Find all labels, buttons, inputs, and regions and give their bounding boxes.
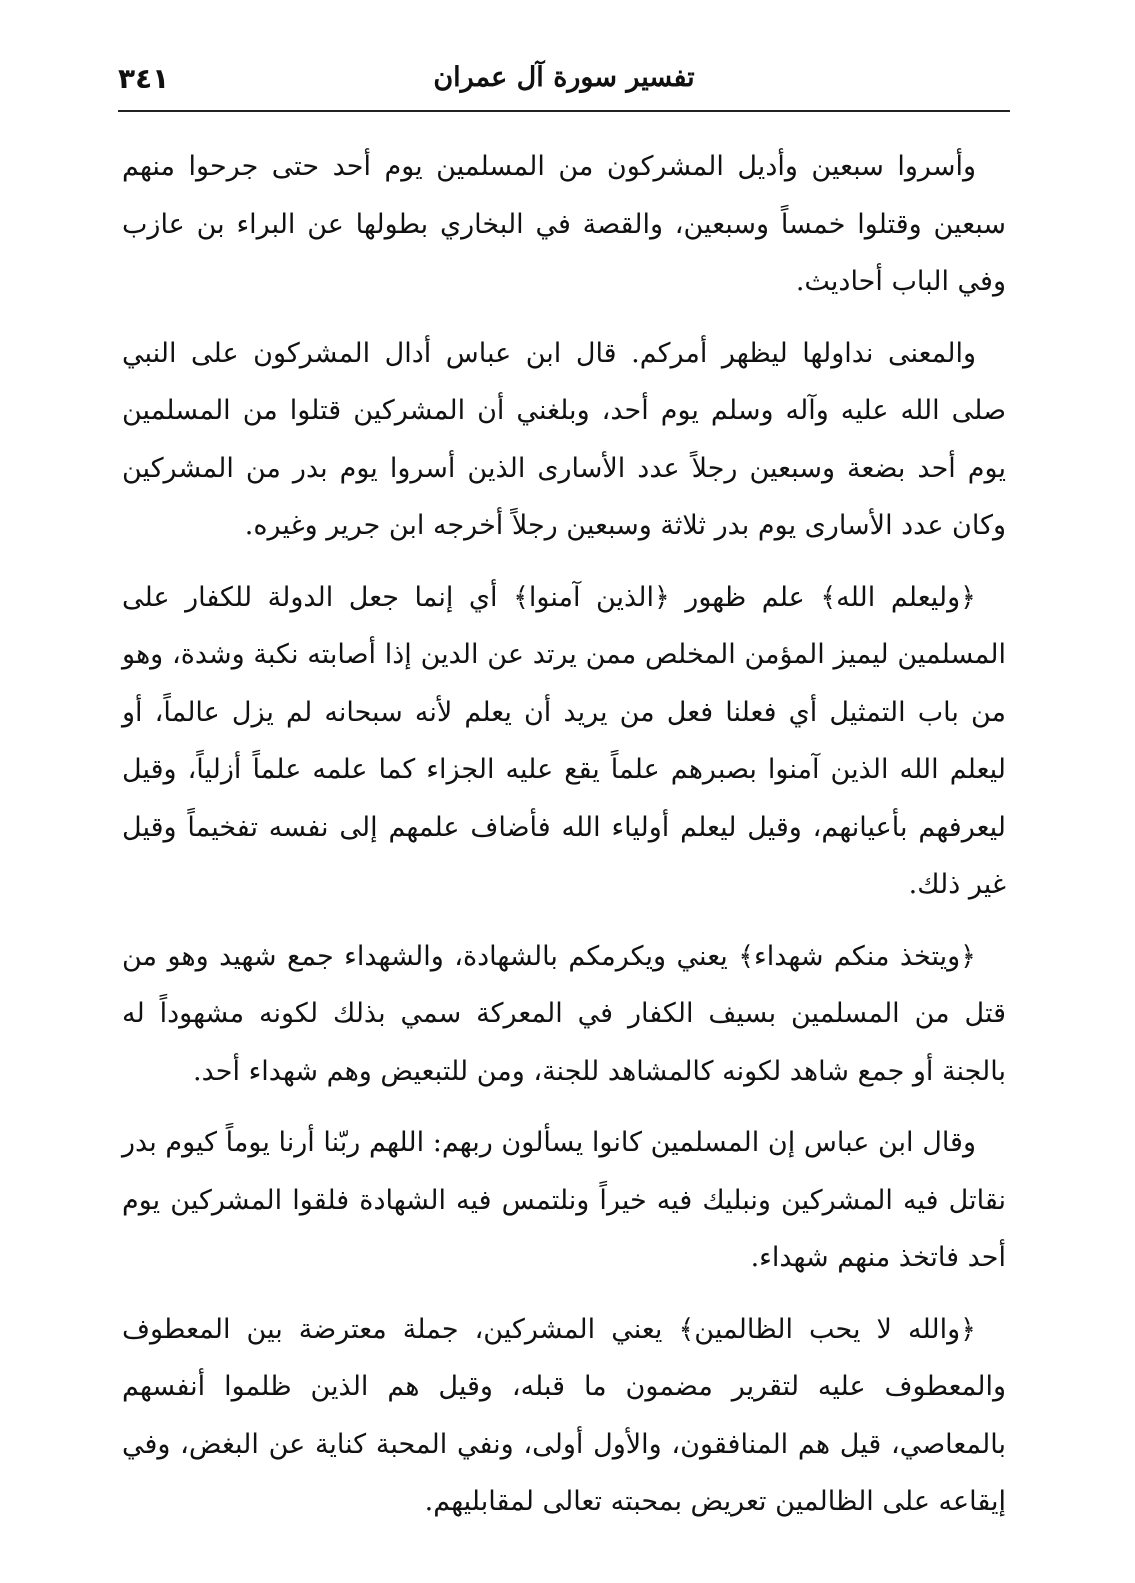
paragraph-1: وأسروا سبعين وأديل المشركون من المسلمين يوم أحد حتى جرحوا منهم سبعين وقتلوا خمساً وسبعين، والقصة في البخاري بطولها عن البراء بن عازب وفي الباب أحاديث. [122,151,1006,297]
paragraph-2: والمعنى نداولها ليظهر أمركم. قال ابن عباس أدال المشركون على النبي صلى الله عليه وآله وسلم يوم أحد، وبلغني أن المشركين قتلوا من المسلمين يوم أحد بضعة وسبعين رجلاً عدد الأسارى الذين أسروا يوم بدر من المشركين وكان عدد الأسارى يوم بدر ثلاثة وسبعين رجلاً أخرجه ابن جرير وغيره. [122,337,1006,541]
body-text [122,138,1006,1531]
paragraph-6: ﴿والله لا يحب الظالمين﴾ يعني المشركين، جملة معترضة بين المعطوف والمعطوف عليه لتقرير مضمون ما قبله، وقيل هم الذين ظلموا أنفسهم بالمعاصي، قيل هم المنافقون، والأول أولى، ونفي المحبة كناية عن البغض، وفي إيقاعه على الظالمين تعريض بمحبته تعالى لمقابليهم. [122,1313,1006,1517]
page-number: ٣٤١ [118,62,170,95]
paragraph-5: وقال ابن عباس إن المسلمين كانوا يسألون ربهم: اللهم ربّنا أرنا يوماً كيوم بدر نقاتل فيه المشركين ونبليك فيه خيراً ونلتمس فيه الشهادة فلقوا المشركين يوم أحد فاتخذ منهم شهداء. [122,1127,1006,1273]
page-header [118,62,1010,110]
paragraph-3: ﴿وليعلم الله﴾ علم ظهور ﴿الذين آمنوا﴾ أي إنما جعل الدولة للكفار على المسلمين ليميز المؤمن المخلص ممن يرتد عن الدين إذا أصابته نكبة وشدة، وهو من باب التمثيل أي فعلنا فعل من يريد أن يعلم لأنه سبحانه لم يزل عالماً، أو ليعلم الله الذين آمنوا بصبرهم علماً يقع عليه الجزاء كما علمه علماً أزلياً، وقيل ليعرفهم بأعيانهم، وقيل ليعلم أولياء الله فأضاف علمهم إلى نفسه تفخيماً وقيل غير ذلك. [122,581,1007,900]
running-title: تفسير سورة آل عمران [433,62,695,93]
header-rule [118,110,1010,112]
paragraph-4: ﴿ويتخذ منكم شهداء﴾ يعني ويكرمكم بالشهادة، والشهداء جمع شهيد وهو من قتل من المسلمين بسيف الكفار في المعركة سمي بذلك لكونه مشهوداً له بالجنة أو جمع شاهد لكونه كالمشاهد للجنة، ومن للتبعيض وهم شهداء أحد. [122,940,1006,1087]
